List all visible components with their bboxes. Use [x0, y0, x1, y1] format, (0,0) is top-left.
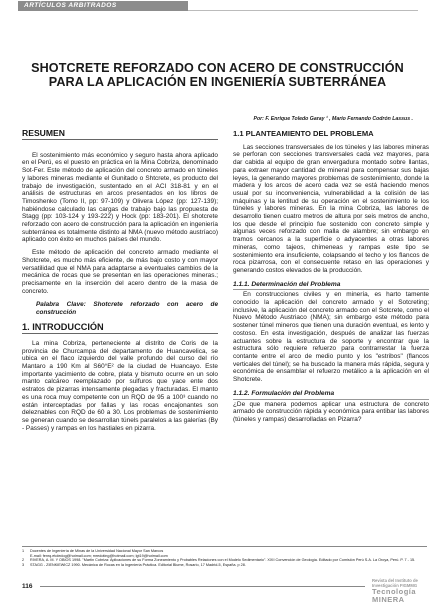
footnote-text: STAGG - ZIENKIEWICZ 1990. Mecánica de Rocas en la Ingeniería Práctica. Editorial Blume, Rosario, 17 Madrid-5, España. p 28.	[30, 562, 246, 567]
journal-logo-line2: Tecnología MINERA	[372, 587, 417, 604]
footnote-text: Docentes de Ingeniería de Minas de la Universidad Nacional Mayor San Marcos	[30, 549, 164, 553]
header-bar	[0, 0, 435, 12]
right-column	[233, 130, 429, 429]
journal-logo	[372, 578, 422, 604]
determinacion-paragraph: En construcciones civiles y en minería, es harto tamente conocido la aplicación del concreto armado y el Sotcreting; inclusive, la aplicación del concreto armado con el Sotcrete, como el Nuevo Método Austriaco (NMA); sin embargo este método para sostener túnel mineros que tienen una duración eventual, es lento y costoso. En esta investigación, después de analizar las fuerzas actuantes sobre la estructura de soporte y encontrar que la estructura sólo requiere refuerzo para contrarrestar la fuerza contante entre el arco de medio punto y los "estribos" (flancos verticales del túnel); se ha buscado la manera más rápida, segura y económica de ensamblar el refuerzo metálico a la aplicación en el Shotcrete.	[233, 291, 429, 384]
footnote-number: 3	[22, 562, 25, 567]
planteamiento-paragraph: Las secciones transversales de los túneles y las labores mineras se perforan con secciones transversales cada vez mayores, para dar cabida al equipo de gran envergadura montado sobre llantas, para extraer mayor cantidad de mineral para compensar sus bajas leyes, la generando mayores problemas de sostenimiento, donde la madera y los arcos de acero cada vez se está haciendo menos usual por su inconveniencia, vulnerabilidad a la colisión de las máquinas y la lentitud de su operación en el sostenimiento le los túneles y labores mineras. En la mina Cobriza, las labores de desarrollo tienen cuatro metros de altura por seis metros de ancho, los que desde el principio fue sostenido con concreto simple y algunas veces reforzado con malla de alambre; sin embargo en tramos cercanos a la superficie o adyacentes a otras labores mineras, como tajeos, chimeneas y rampas este tipo se sostenimiento era insuficiente, colapsando el techo y los flancos de roca pizarrosa, con el consecuente retaso en las operaciones y generando costos elevados de la producción.	[233, 143, 429, 274]
page-number: 116	[22, 583, 33, 590]
footnote-text: E-mail: fenrq.etoledog@hotmail.com; mredoting@hotmail.com; lgt19@hotmail.com	[30, 553, 168, 558]
introduction-paragraph-1: La mina Cobriza, perteneciente al distrito de Coris de la provincia de Churcampa del departamento de Huancavelica, se ubica en el flaco izquierdo del valle profundo del curso del río Mantaro a 190 Km al S60°E² de la ciudad de Huancayo. Este importante yacimiento de cobre, plata y bismuto ocurre en un solo manto calcáreo reemplazado por sulfuros que yace ente dos estratos de pizarras intensamente plegadas y fracturadas. El manto es una roca muy competente con un RQD de 95 a 100³ cuando no están interceptadas por fallas y las rocas encajonantes son deleznables con RQD de 60 a 30. Los problemas de sostenimiento se generan cuando se desarrollan túnels paralelos a las galerías (By - Passes) y rampas en los hastiales en pizarra.	[22, 339, 218, 432]
footnote-text: RIVERA, A. M. Y OBIOS 1998. "Martin Cobriza: Aplicaciones de su Forma Zoneamiento y Probables Relaciones con el Modelo Sedimentario". XXII Convención de Geología. Editado por Comisión Perú S.A. La Oroya, Perú. P. 7 - 15.	[30, 558, 416, 563]
introduction-heading: 1. INTRODUCCIÓN	[22, 324, 218, 334]
formulacion-heading: 1.1.2. Formulación del Problema	[233, 390, 429, 400]
authors-line: Por: F. Enrique Toledo Garay ¹ , Mario Fernando Codrón Lassus .	[253, 116, 413, 122]
planteamiento-heading: 1.1 PLANTEAMIENTO DEL PROBLEMA	[233, 129, 374, 138]
formulacion-paragraph: ¿De que manera podemos aplicar una estructura de concreto armado de construcción rápida y económica para entibar las labores (túneles y rampas) desarrolladas en Pizarra?	[233, 400, 429, 423]
article-title: SHOTCRETE REFORZADO CON ACERO DE CONSTRUCCIÓN PARA LA APLICACIÓN EN INGENIERÍA SUBTERRÁNEA	[31, 61, 404, 89]
journal-logo-line1: Revista del Instituto de Investigación FIGMMG	[372, 578, 418, 588]
left-column	[22, 130, 218, 437]
header-rule	[188, 10, 418, 11]
footnotes	[22, 546, 427, 567]
footnote-number: 2	[22, 558, 25, 563]
section-tag: ARTÍCULOS ARBITRADOS	[18, 1, 188, 11]
keywords: Palabra Clave: Shotcrete reforzado con acero de construcción	[36, 301, 218, 316]
resumen-heading: RESUMEN	[22, 130, 218, 140]
footnote-number: 1	[22, 549, 25, 553]
determinacion-heading: 1.1.1. Determinación del Problema	[233, 281, 429, 291]
footnote	[22, 563, 427, 568]
footer-rule	[40, 586, 365, 587]
resumen-paragraph-1: El sostenimiento más económico y seguro hasta ahora aplicado en el Perú, es el puesto en práctica en la Mina Cobriza, denominado Sot-Fer. Este método de aplicación del concreto armado en túneles y labores mineras mediante el Gunitado o Shtcrete, es producto del trabajo de investigación, sustentado en el ACI 318-81 y en el análisis de estructuras en arcos presentados en los libros de Timoshenko (Tomo II, pp: 97-109) y Olivera López (pp: 127-139); habiéndose calculado las cargas de trabajo bajo las propuesta de Stagg (pp: 103-124 y 193-222) y Hock (pp: 183-201). El shotcrete reforzado con acero de construcción para la aplicación en ingeniería subterránea es totalmente distinto al NMA (nuevo método austríaco) aplicado con éxito en muchos países del mundo.	[22, 151, 218, 244]
resumen-paragraph-2: Este método de aplicación del concreto armado mediante el Shotcrete, es mucho más eficiente, de más bajo costo y con mayor versatilidad que el NMA para adaptarse a eventuales cambios de la mecánica de rocas que se presentan en las operaciones mineras.; precisamente en la inserción del acero dentro de la masa de concreto.	[22, 249, 218, 295]
